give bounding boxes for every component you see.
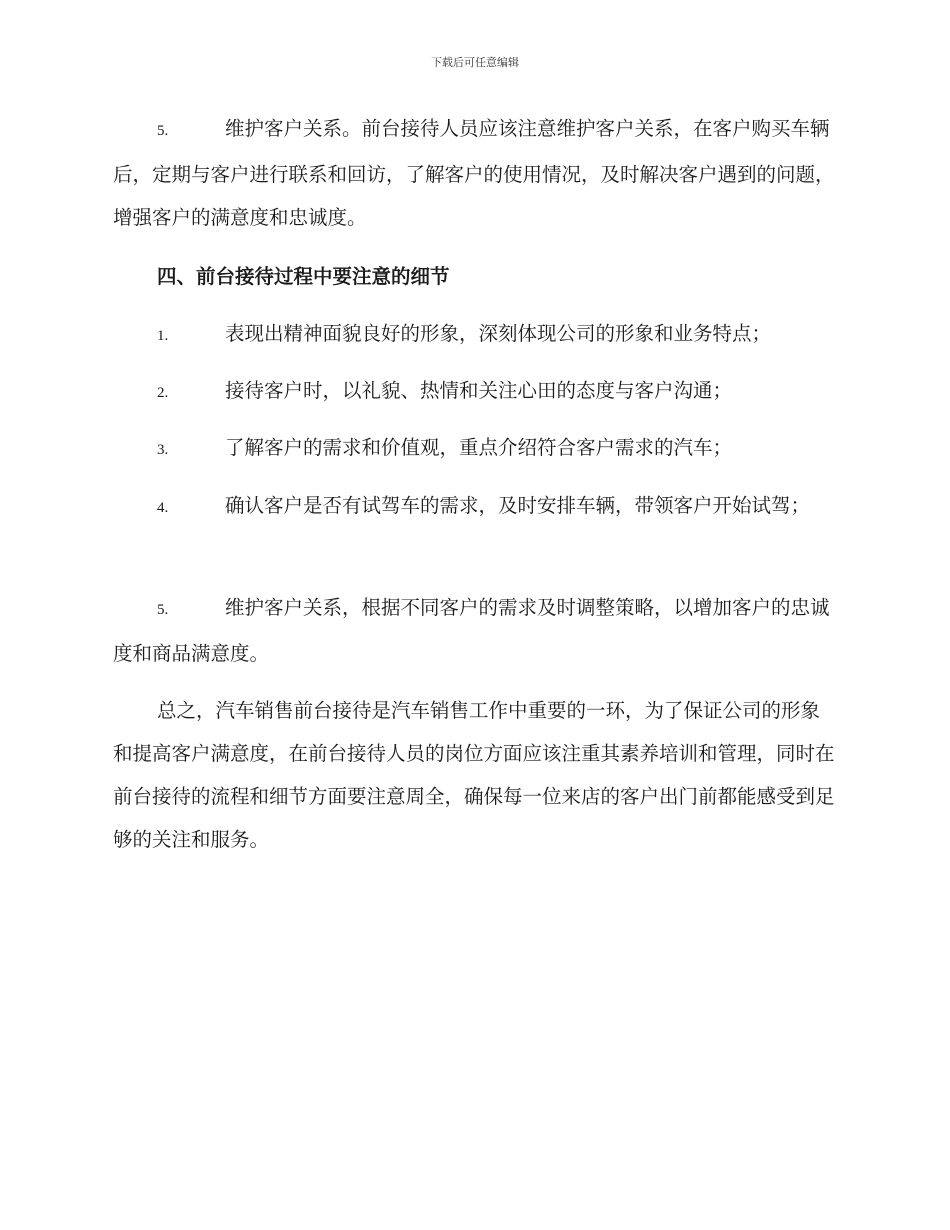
list-item-number: 1. (157, 328, 169, 344)
list-item (113, 586, 838, 675)
section-heading: 四、前台接待过程中要注意的细节 (157, 265, 450, 288)
list-item-block-2 (113, 369, 838, 415)
list-item-number: 3. (157, 442, 169, 458)
list-item-number: 2. (157, 385, 169, 401)
list-item (113, 107, 838, 239)
intro-item-block (113, 107, 838, 239)
page-header: 下载后可任意编辑 (431, 56, 519, 69)
list-item-text: 维护客户关系，根据不同客户的需求及时调整策略，以增加客户的忠诚度和商品满意度。 (113, 596, 830, 665)
list-item-text: 接待客户时，以礼貌、热情和关注心田的态度与客户沟通； (225, 379, 733, 402)
list-item (113, 426, 838, 472)
list-item-text: 了解客户的需求和价值观，重点介绍符合客户需求的汽车； (225, 436, 733, 459)
list-item-text: 确认客户是否有试驾车的需求，及时安排车辆，带领客户开始试驾； (225, 494, 811, 517)
list-item (113, 369, 838, 415)
conclusion-paragraph: 总之，汽车销售前台接待是汽车销售工作中重要的一环，为了保证公司的形象和提高客户满意度，在前台接待人员的岗位方面应该注重其素养培训和管理，同时在前台接待的流程和细节方面要注意周全，确保每一位来店的客户出门前都能感受到足够的关注和服务。 (113, 699, 835, 851)
section-heading-block (113, 255, 838, 298)
list-item-block-4 (113, 484, 838, 530)
list-item-number: 4. (157, 500, 169, 516)
list-item-text: 维护客户关系。前台接待人员应该注意维护客户关系，在客户购买车辆后，定期与客户进行联系和回访，了解客户的使用情况，及时解决客户遇到的问题，增强客户的满意度和忠诚度。 (113, 117, 835, 229)
list-item-text: 表现出精神面貌良好的形象，深刻体现公司的形象和业务特点； (225, 322, 772, 345)
list-item (113, 484, 838, 530)
list-item (113, 312, 838, 358)
list-item-number: 5. (157, 602, 169, 618)
list-item-number: 5. (157, 123, 169, 139)
list-item-block-3 (113, 426, 838, 472)
list-item-block-5 (113, 586, 838, 675)
conclusion-block (113, 689, 838, 861)
list-item-block-1 (113, 312, 838, 358)
